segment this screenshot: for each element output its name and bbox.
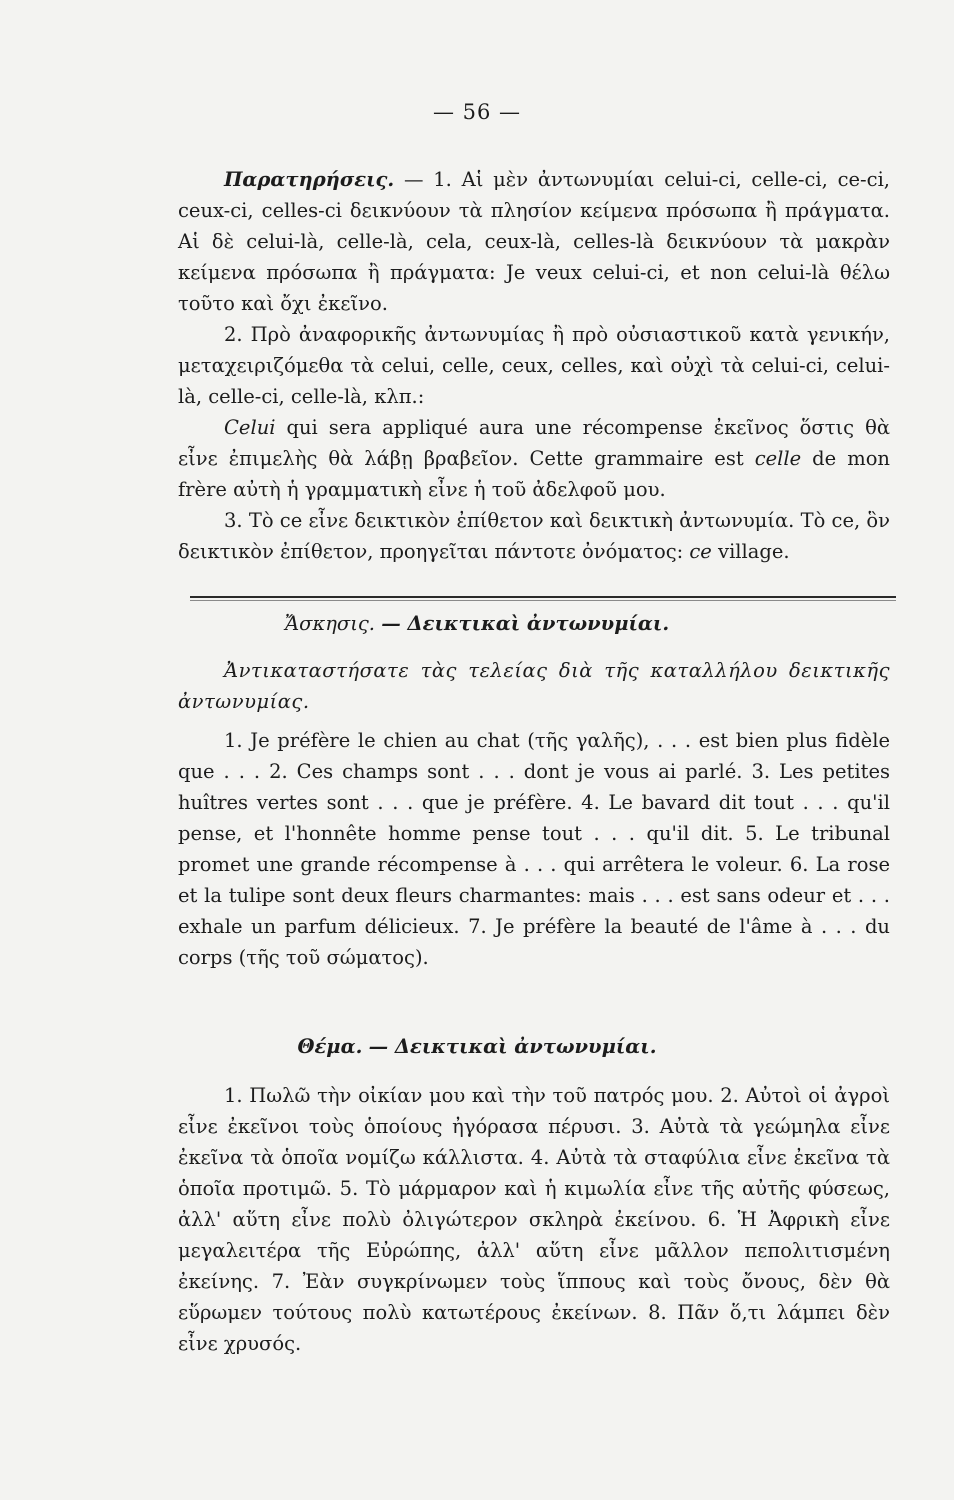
theme-subtitle: — Δεικτικαὶ ἀντωνυμίαι. <box>368 1035 657 1058</box>
remark-3-ce: ce <box>689 540 712 563</box>
remark-2: 2. Πρὸ ἀναφορικῆς ἀντωνυμίας ἢ πρὸ οὐσιαστικοῦ κατὰ γενικήν, μεταχειριζόμεθα τὰ celui, celle, ceux, celles, καὶ οὐχὶ τὰ celui-ci, celui-là, celle-ci, celle-là, κλπ.: <box>178 323 890 408</box>
theme-heading <box>0 1035 954 1058</box>
example-text-2: de mon frère αὐτὴ ἡ γραμματικὴ εἶνε ἡ τοῦ ἀδελφοῦ μου. <box>178 447 890 501</box>
theme-section <box>178 1080 890 1359</box>
page-number: — 56 — <box>432 100 522 124</box>
remark-3 <box>178 505 890 567</box>
example-celle: celle <box>754 447 802 470</box>
exercise-title: Ἄσκησις. <box>284 612 375 635</box>
exercise-subtitle: — Δεικτικαὶ ἀντωνυμίαι. <box>381 612 670 635</box>
remark-3-end: village. <box>711 540 790 563</box>
exercise-section <box>178 655 890 973</box>
example-text-1: qui sera appliqué aura une récompense ἐκεῖνος ὅστις θὰ εἶνε ἐπιμελὴς θὰ λάβῃ βραβεῖον. Cette grammaire est <box>178 416 890 470</box>
exercise-instructions: Ἀντικαταστήσατε τὰς τελείας διὰ τῆς καταλλήλου δεικτικῆς ἀντωνυμίας. <box>178 659 890 713</box>
exercise-body: 1. Je préfère le chien au chat (τῆς γαλῆς), . . . est bien plus fidèle que . . . 2. Ces champs sont . . . dont je vous ai parlé. 3. Les petites huîtres vertes sont . . . que je préfère. 4. Le bavard dit tout . . . qu'il pense, et l'honnête homme pense tout . . . qu'il dit. 5. Le tribunal promet une grande récompense à . . . qui arrêtera le voleur. 6. La rose et la tulipe sont deux fleurs charmantes: mais . . . est sans odeur et . . . exhale un parfum délicieux. 7. Je préfère la beauté de l'âme à . . . du corps (τῆς τοῦ σώματος). <box>178 729 890 969</box>
exercise-heading <box>0 612 954 635</box>
remarks-section <box>178 164 890 567</box>
example-celui: Celui <box>224 416 276 439</box>
theme-body: 1. Πωλῶ τὴν οἰκίαν μου καὶ τὴν τοῦ πατρός μου. 2. Αὐτοὶ οἱ ἀγροὶ εἶνε ἐκεῖνοι τοὺς ὁποίους ἠγόρασα πέρυσι. 3. Αὐτὰ τὰ γεώμηλα εἶνε ἐκεῖνα τὰ ὁποῖα νομίζω κάλλιστα. 4. Αὐτὰ τὰ σταφύλια εἶνε ἐκεῖνα τὰ ὁποῖα προτιμῶ. 5. Τὸ μάρμαρον καὶ ἡ κιμωλία εἶνε τῆς αὐτῆς φύσεως, ἀλλ' αὕτη εἶνε πολὺ ὀλιγώτερον σκληρὰ ἐκείνου. 6. Ἡ Ἀφρικὴ εἶνε μεγαλειτέρα τῆς Εὐρώπης, ἀλλ' αὕτη εἶνε μᾶλλον πεπολιτισμένη ἐκείνης. 7. Ἐὰν συγκρίνωμεν τοὺς ἵππους καὶ τοὺς ὄνους, δὲν θὰ εὕρωμεν τούτους πολὺ κατωτέρους ἐκείνων. 8. Πᾶν ὅ,τι λάμπει δὲν εἶνε χρυσός. <box>178 1084 890 1355</box>
section-divider-thin <box>190 600 896 601</box>
remark-1-text: — 1. Αἱ μὲν ἀντωνυμίαι celui-ci, celle-ci, ce-ci, ceux-ci, celles-ci δεικνύουν τὰ πλησίον κείμενα πρόσωπα ἢ πράγματα. Αἱ δὲ celui-là, celle-là, cela, ceux-là, celles-là δεικνύουν τὰ μακρὰν κείμενα πρόσωπα ἢ πράγματα: Je veux celui-ci, et non celui-là θέλω τοῦτο καὶ ὄχι ἐκεῖνο. <box>178 168 891 315</box>
section-divider <box>190 596 896 598</box>
theme-title: Θέμα. <box>297 1035 363 1058</box>
remark-2-example <box>178 412 890 505</box>
remark-1 <box>178 164 890 319</box>
remarks-label: Παρατηρήσεις. <box>224 168 395 191</box>
remark-3-text: 3. Τὸ ce εἶνε δεικτικὸν ἐπίθετον καὶ δεικτικὴ ἀντωνυμία. Τὸ ce, ὃν δεικτικὸν ἐπίθετον, προηγεῖται πάντοτε ὀνόματος: <box>178 509 890 563</box>
